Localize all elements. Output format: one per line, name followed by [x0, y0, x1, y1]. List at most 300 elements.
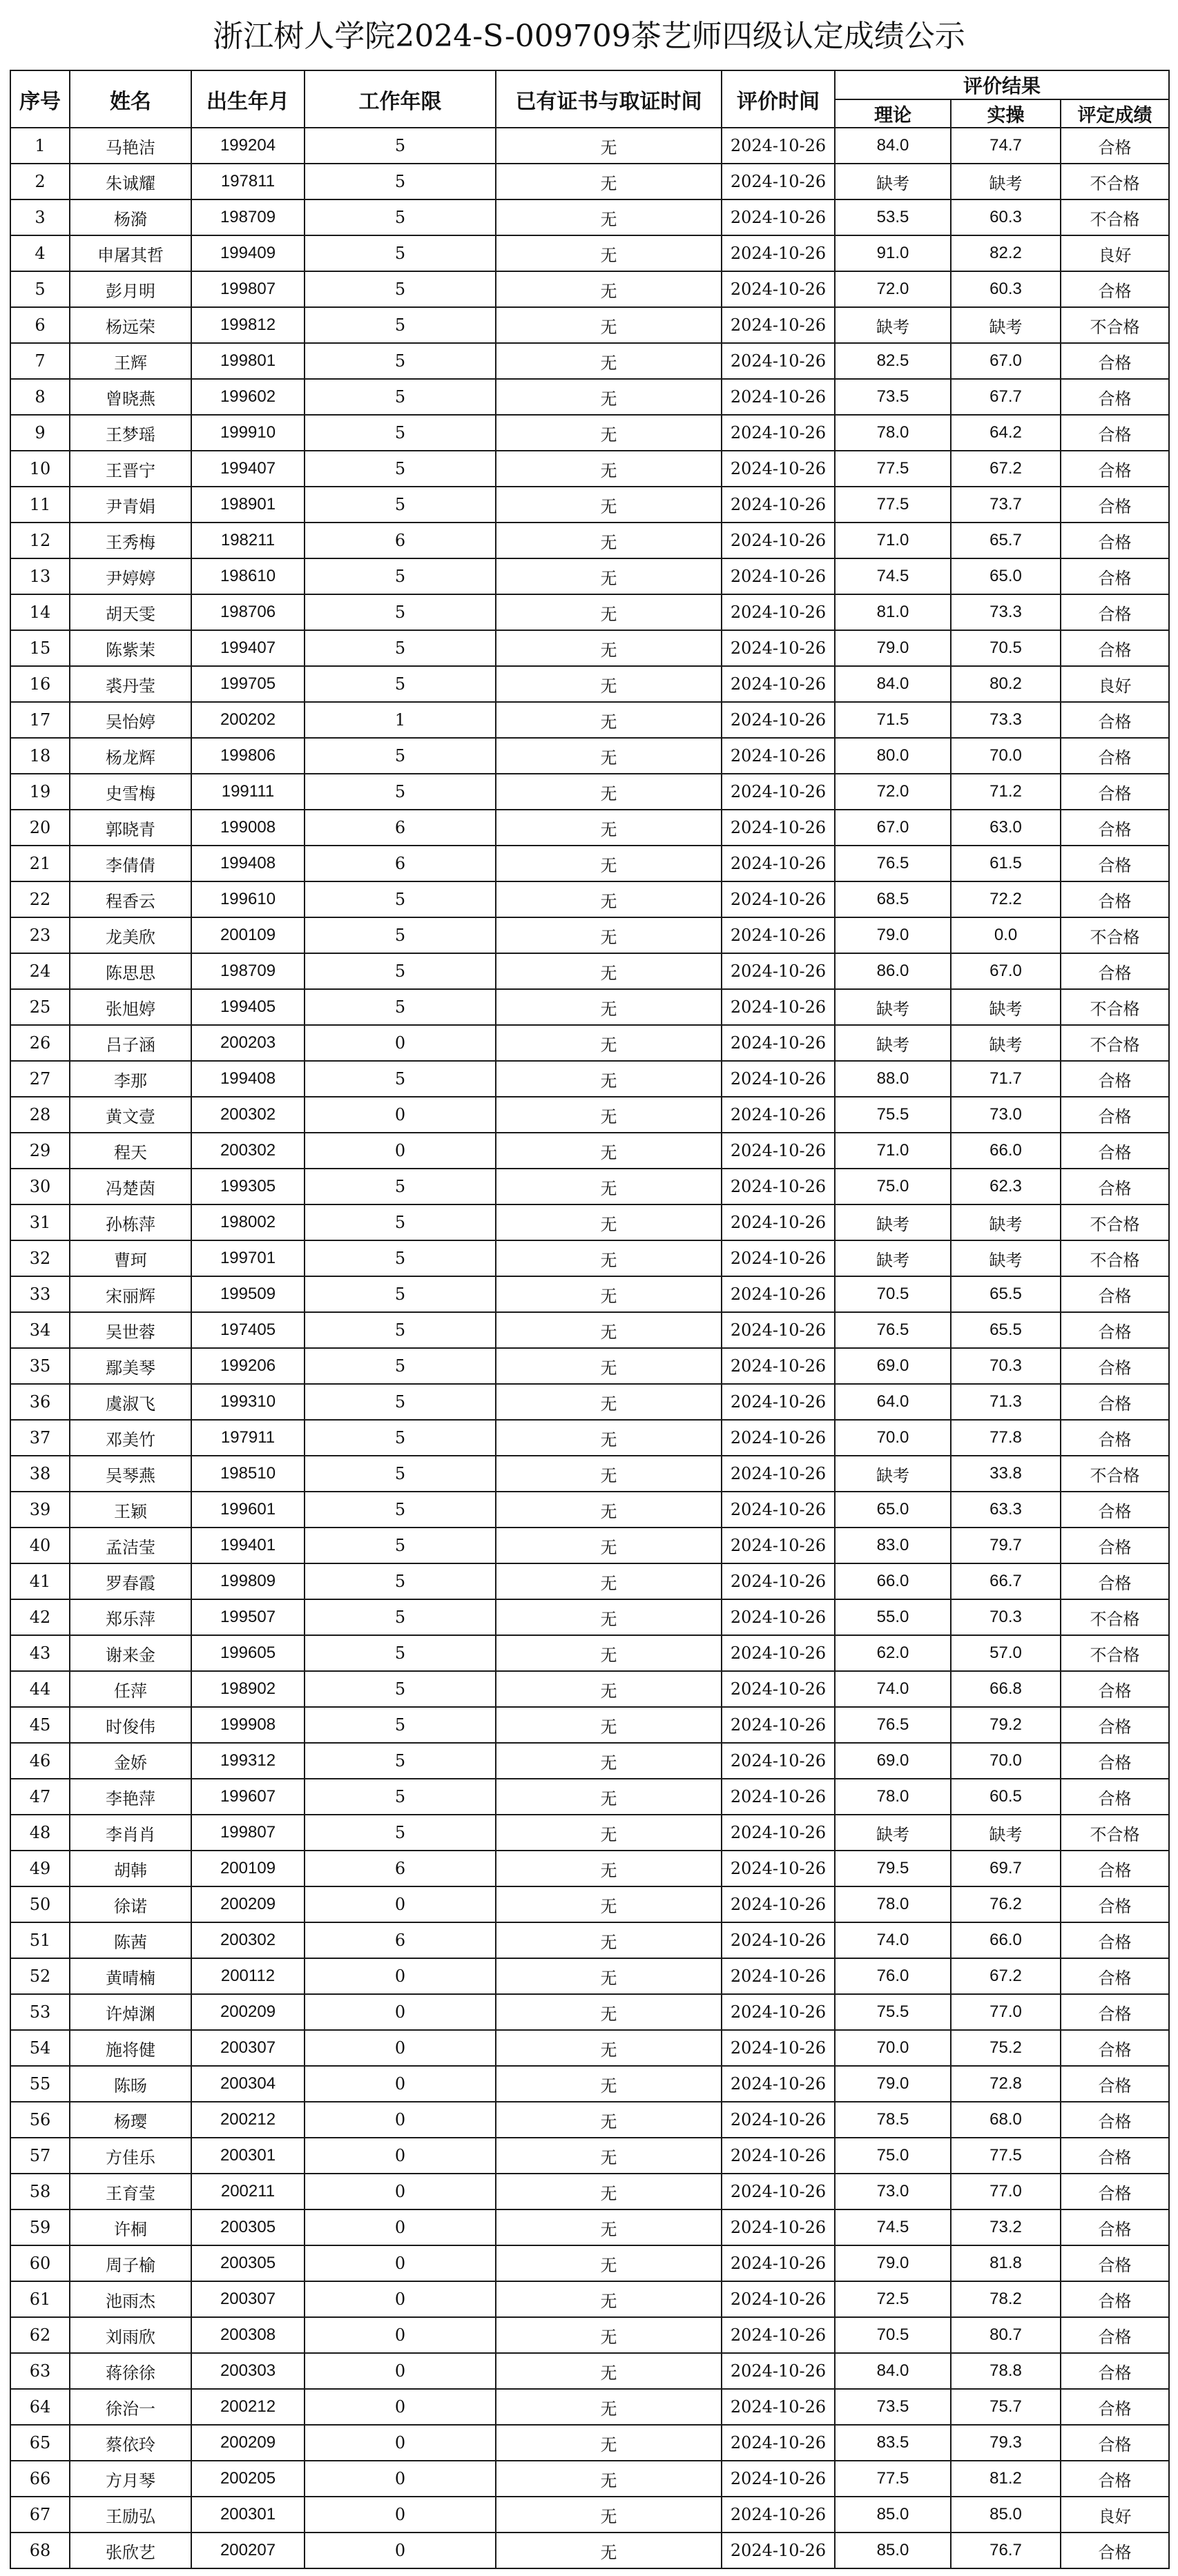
cell-practice: 73.2 [951, 2209, 1061, 2245]
cell-practice: 68.0 [951, 2102, 1061, 2138]
cell-birth: 200308 [191, 2317, 305, 2353]
cell-birth: 200301 [191, 2138, 305, 2174]
cell-index: 64 [10, 2389, 70, 2425]
cell-grade: 合格 [1061, 881, 1169, 917]
cell-grade: 合格 [1061, 1169, 1169, 1204]
cell-practice: 67.0 [951, 953, 1061, 989]
cell-birth: 199701 [191, 1240, 305, 1276]
cell-theory: 68.5 [835, 881, 951, 917]
cell-practice: 75.7 [951, 2389, 1061, 2425]
cell-index: 52 [10, 1958, 70, 1994]
cell-theory: 71.0 [835, 523, 951, 558]
cell-grade: 合格 [1061, 1348, 1169, 1384]
table-row [10, 1851, 1169, 1886]
cell-eval-time: 2024-10-26 [722, 2533, 835, 2568]
cell-birth: 199807 [191, 271, 305, 307]
cell-cert: 无 [496, 1563, 722, 1599]
table-row [10, 1671, 1169, 1707]
cell-years: 0 [305, 2425, 496, 2461]
cell-practice: 73.3 [951, 594, 1061, 630]
cell-index: 48 [10, 1815, 70, 1851]
cell-birth: 200302 [191, 1097, 305, 1133]
cell-years: 5 [305, 343, 496, 379]
cell-cert: 无 [496, 1743, 722, 1779]
cell-practice: 71.7 [951, 1061, 1061, 1097]
cell-eval-time: 2024-10-26 [722, 1348, 835, 1384]
cell-index: 8 [10, 379, 70, 415]
cell-practice: 缺考 [951, 1025, 1061, 1061]
cell-theory: 78.0 [835, 415, 951, 451]
cell-birth: 200109 [191, 917, 305, 953]
cell-birth: 200202 [191, 702, 305, 738]
cell-years: 6 [305, 1851, 496, 1886]
cell-name: 杨龙辉 [70, 738, 191, 774]
cell-years: 5 [305, 774, 496, 810]
cell-cert: 无 [496, 1492, 722, 1528]
cell-theory: 83.0 [835, 1528, 951, 1563]
cell-years: 5 [305, 1276, 496, 1312]
cell-grade: 合格 [1061, 1922, 1169, 1958]
cell-cert: 无 [496, 1994, 722, 2030]
table-row [10, 1420, 1169, 1456]
cell-index: 7 [10, 343, 70, 379]
cell-eval-time: 2024-10-26 [722, 1851, 835, 1886]
cell-name: 王秀梅 [70, 523, 191, 558]
cell-grade: 合格 [1061, 2461, 1169, 2497]
table-row [10, 1815, 1169, 1851]
cell-grade: 不合格 [1061, 1025, 1169, 1061]
cell-name: 李倩倩 [70, 846, 191, 881]
table-row [10, 1348, 1169, 1384]
cell-cert: 无 [496, 1276, 722, 1312]
cell-grade: 不合格 [1061, 1635, 1169, 1671]
cell-eval-time: 2024-10-26 [722, 235, 835, 271]
table-body [10, 128, 1169, 2568]
cell-eval-time: 2024-10-26 [722, 2461, 835, 2497]
table-row [10, 2497, 1169, 2533]
cell-years: 5 [305, 630, 496, 666]
cell-grade: 合格 [1061, 1384, 1169, 1420]
cell-name: 陈紫茉 [70, 630, 191, 666]
cell-theory: 53.5 [835, 199, 951, 235]
cell-name: 吴琴燕 [70, 1456, 191, 1492]
cell-index: 53 [10, 1994, 70, 2030]
cell-index: 23 [10, 917, 70, 953]
cell-name: 施将健 [70, 2030, 191, 2066]
cell-birth: 200209 [191, 1886, 305, 1922]
cell-birth: 200301 [191, 2497, 305, 2533]
cell-eval-time: 2024-10-26 [722, 1240, 835, 1276]
cell-cert: 无 [496, 2245, 722, 2281]
cell-eval-time: 2024-10-26 [722, 164, 835, 199]
cell-birth: 198510 [191, 1456, 305, 1492]
cell-eval-time: 2024-10-26 [722, 2389, 835, 2425]
cell-practice: 67.7 [951, 379, 1061, 415]
cell-grade: 合格 [1061, 1312, 1169, 1348]
cell-theory: 75.0 [835, 1169, 951, 1204]
cell-practice: 缺考 [951, 1204, 1061, 1240]
cell-theory: 77.5 [835, 2461, 951, 2497]
cell-eval-time: 2024-10-26 [722, 523, 835, 558]
cell-grade: 合格 [1061, 1563, 1169, 1599]
cell-years: 5 [305, 1312, 496, 1348]
cell-cert: 无 [496, 1133, 722, 1169]
table-row [10, 343, 1169, 379]
cell-theory: 64.0 [835, 1384, 951, 1420]
table-row [10, 2353, 1169, 2389]
page-title: 浙江树人学院2024-S-009709茶艺师四级认定成绩公示 [213, 19, 965, 54]
cell-practice: 65.5 [951, 1312, 1061, 1348]
table-row [10, 2389, 1169, 2425]
cell-birth: 200302 [191, 1922, 305, 1958]
cell-theory: 78.5 [835, 2102, 951, 2138]
cell-theory: 72.0 [835, 774, 951, 810]
cell-years: 0 [305, 2174, 496, 2209]
cell-eval-time: 2024-10-26 [722, 2281, 835, 2317]
table-row [10, 523, 1169, 558]
cell-theory: 81.0 [835, 594, 951, 630]
table-row [10, 1312, 1169, 1348]
cell-cert: 无 [496, 702, 722, 738]
cell-cert: 无 [496, 1420, 722, 1456]
cell-name: 尹青娟 [70, 487, 191, 523]
cell-index: 27 [10, 1061, 70, 1097]
cell-grade: 合格 [1061, 128, 1169, 164]
cell-index: 20 [10, 810, 70, 846]
cell-index: 46 [10, 1743, 70, 1779]
cell-years: 5 [305, 451, 496, 487]
cell-grade: 合格 [1061, 846, 1169, 881]
header-result-group: 评价结果 [835, 70, 1169, 99]
cell-cert: 无 [496, 307, 722, 343]
cell-index: 21 [10, 846, 70, 881]
cell-eval-time: 2024-10-26 [722, 702, 835, 738]
cell-eval-time: 2024-10-26 [722, 2317, 835, 2353]
cell-practice: 71.2 [951, 774, 1061, 810]
cell-grade: 合格 [1061, 343, 1169, 379]
cell-grade: 合格 [1061, 415, 1169, 451]
cell-name: 许桐 [70, 2209, 191, 2245]
cell-cert: 无 [496, 1599, 722, 1635]
cell-index: 18 [10, 738, 70, 774]
cell-practice: 75.2 [951, 2030, 1061, 2066]
cell-practice: 65.7 [951, 523, 1061, 558]
cell-grade: 不合格 [1061, 1815, 1169, 1851]
cell-theory: 缺考 [835, 164, 951, 199]
table-row [10, 307, 1169, 343]
table-row [10, 2317, 1169, 2353]
cell-grade: 合格 [1061, 558, 1169, 594]
cell-practice: 71.3 [951, 1384, 1061, 1420]
cell-index: 61 [10, 2281, 70, 2317]
header-eval-time: 评价时间 [722, 70, 835, 128]
cell-birth: 197811 [191, 164, 305, 199]
cell-eval-time: 2024-10-26 [722, 1599, 835, 1635]
cell-name: 史雪梅 [70, 774, 191, 810]
cell-birth: 199407 [191, 451, 305, 487]
cell-practice: 78.2 [951, 2281, 1061, 2317]
cell-practice: 77.0 [951, 1994, 1061, 2030]
cell-years: 0 [305, 2245, 496, 2281]
cell-theory: 79.0 [835, 2066, 951, 2102]
cell-name: 杨远荣 [70, 307, 191, 343]
table-row [10, 1635, 1169, 1671]
cell-grade: 不合格 [1061, 1456, 1169, 1492]
cell-practice: 缺考 [951, 307, 1061, 343]
cell-years: 5 [305, 1815, 496, 1851]
cell-birth: 199312 [191, 1743, 305, 1779]
cell-index: 63 [10, 2353, 70, 2389]
header-name: 姓名 [70, 70, 191, 128]
cell-index: 33 [10, 1276, 70, 1312]
cell-theory: 76.5 [835, 846, 951, 881]
cell-grade: 合格 [1061, 702, 1169, 738]
cell-years: 5 [305, 1563, 496, 1599]
cell-birth: 199408 [191, 846, 305, 881]
cell-name: 王励弘 [70, 2497, 191, 2533]
table-row [10, 1886, 1169, 1922]
cell-name: 龙美欣 [70, 917, 191, 953]
cell-index: 36 [10, 1384, 70, 1420]
cell-eval-time: 2024-10-26 [722, 2425, 835, 2461]
cell-years: 0 [305, 2030, 496, 2066]
cell-cert: 无 [496, 1958, 722, 1994]
cell-name: 王颖 [70, 1492, 191, 1528]
cell-eval-time: 2024-10-26 [722, 953, 835, 989]
cell-name: 郑乐萍 [70, 1599, 191, 1635]
cell-cert: 无 [496, 2533, 722, 2568]
cell-cert: 无 [496, 487, 722, 523]
cell-grade: 合格 [1061, 2425, 1169, 2461]
cell-eval-time: 2024-10-26 [722, 1420, 835, 1456]
cell-grade: 不合格 [1061, 1204, 1169, 1240]
cell-cert: 无 [496, 1886, 722, 1922]
cell-birth: 198002 [191, 1204, 305, 1240]
table-row [10, 2030, 1169, 2066]
cell-eval-time: 2024-10-26 [722, 2066, 835, 2102]
cell-years: 5 [305, 164, 496, 199]
cell-birth: 199607 [191, 1779, 305, 1815]
cell-cert: 无 [496, 379, 722, 415]
table-row [10, 1528, 1169, 1563]
cell-eval-time: 2024-10-26 [722, 1528, 835, 1563]
cell-name: 孙栋萍 [70, 1204, 191, 1240]
cell-practice: 69.7 [951, 1851, 1061, 1886]
cell-birth: 198706 [191, 594, 305, 630]
cell-eval-time: 2024-10-26 [722, 1456, 835, 1492]
cell-index: 37 [10, 1420, 70, 1456]
cell-grade: 合格 [1061, 2138, 1169, 2174]
cell-practice: 85.0 [951, 2497, 1061, 2533]
cell-name: 周子榆 [70, 2245, 191, 2281]
cell-name: 李那 [70, 1061, 191, 1097]
table-row [10, 2425, 1169, 2461]
cell-index: 16 [10, 666, 70, 702]
table-row [10, 2138, 1169, 2174]
cell-birth: 199605 [191, 1635, 305, 1671]
cell-birth: 200305 [191, 2245, 305, 2281]
cell-name: 徐诺 [70, 1886, 191, 1922]
cell-grade: 合格 [1061, 1528, 1169, 1563]
cell-index: 29 [10, 1133, 70, 1169]
cell-years: 5 [305, 128, 496, 164]
cell-years: 0 [305, 1025, 496, 1061]
table-row [10, 271, 1169, 307]
cell-cert: 无 [496, 2102, 722, 2138]
cell-birth: 199310 [191, 1384, 305, 1420]
cell-years: 5 [305, 235, 496, 271]
header-practice: 实操 [951, 99, 1061, 128]
cell-practice: 72.8 [951, 2066, 1061, 2102]
cell-years: 5 [305, 594, 496, 630]
cell-theory: 72.0 [835, 271, 951, 307]
cell-grade: 合格 [1061, 2389, 1169, 2425]
cell-practice: 33.8 [951, 1456, 1061, 1492]
cell-birth: 199806 [191, 738, 305, 774]
cell-eval-time: 2024-10-26 [722, 1492, 835, 1528]
cell-cert: 无 [496, 2209, 722, 2245]
cell-index: 32 [10, 1240, 70, 1276]
cell-birth: 200212 [191, 2102, 305, 2138]
cell-eval-time: 2024-10-26 [722, 271, 835, 307]
cell-index: 34 [10, 1312, 70, 1348]
cell-birth: 200112 [191, 1958, 305, 1994]
cell-practice: 62.3 [951, 1169, 1061, 1204]
cell-theory: 70.0 [835, 1420, 951, 1456]
cell-grade: 合格 [1061, 2317, 1169, 2353]
cell-practice: 73.7 [951, 487, 1061, 523]
cell-name: 任萍 [70, 1671, 191, 1707]
cell-index: 5 [10, 271, 70, 307]
cell-practice: 77.0 [951, 2174, 1061, 2209]
cell-cert: 无 [496, 1240, 722, 1276]
cell-practice: 61.5 [951, 846, 1061, 881]
cell-name: 程香云 [70, 881, 191, 917]
cell-theory: 71.0 [835, 1133, 951, 1169]
cell-practice: 63.0 [951, 810, 1061, 846]
cell-theory: 84.0 [835, 666, 951, 702]
cell-practice: 74.7 [951, 128, 1061, 164]
table-row [10, 1563, 1169, 1599]
cell-grade: 合格 [1061, 2353, 1169, 2389]
cell-name: 曹珂 [70, 1240, 191, 1276]
cell-years: 5 [305, 1204, 496, 1240]
cell-theory: 79.0 [835, 917, 951, 953]
cell-theory: 84.0 [835, 2353, 951, 2389]
cell-birth: 199407 [191, 630, 305, 666]
cell-cert: 无 [496, 1384, 722, 1420]
table-row [10, 199, 1169, 235]
cell-grade: 不合格 [1061, 917, 1169, 953]
cell-years: 0 [305, 2461, 496, 2497]
cell-years: 5 [305, 1599, 496, 1635]
cell-theory: 83.5 [835, 2425, 951, 2461]
cell-grade: 不合格 [1061, 989, 1169, 1025]
header-years: 工作年限 [305, 70, 496, 128]
table-row [10, 1133, 1169, 1169]
cell-birth: 198211 [191, 523, 305, 558]
cell-years: 5 [305, 1061, 496, 1097]
cell-birth: 199408 [191, 1061, 305, 1097]
table-row [10, 810, 1169, 846]
cell-grade: 不合格 [1061, 307, 1169, 343]
cell-years: 5 [305, 379, 496, 415]
cell-grade: 合格 [1061, 271, 1169, 307]
cell-theory: 74.5 [835, 2209, 951, 2245]
cell-index: 6 [10, 307, 70, 343]
cell-practice: 66.0 [951, 1133, 1061, 1169]
table-row [10, 2245, 1169, 2281]
cell-birth: 200209 [191, 1994, 305, 2030]
cell-eval-time: 2024-10-26 [722, 2209, 835, 2245]
cell-theory: 73.0 [835, 2174, 951, 2209]
cell-years: 1 [305, 702, 496, 738]
cell-grade: 合格 [1061, 2174, 1169, 2209]
cell-theory: 91.0 [835, 235, 951, 271]
cell-index: 66 [10, 2461, 70, 2497]
cell-theory: 73.5 [835, 379, 951, 415]
cell-index: 31 [10, 1204, 70, 1240]
cell-years: 5 [305, 199, 496, 235]
cell-theory: 55.0 [835, 1599, 951, 1635]
cell-eval-time: 2024-10-26 [722, 1133, 835, 1169]
table-row [10, 846, 1169, 881]
cell-index: 41 [10, 1563, 70, 1599]
cell-eval-time: 2024-10-26 [722, 1276, 835, 1312]
cell-theory: 77.5 [835, 451, 951, 487]
cell-cert: 无 [496, 1635, 722, 1671]
cell-eval-time: 2024-10-26 [722, 810, 835, 846]
cell-years: 5 [305, 1169, 496, 1204]
cell-theory: 75.5 [835, 1097, 951, 1133]
cell-eval-time: 2024-10-26 [722, 1707, 835, 1743]
cell-years: 5 [305, 558, 496, 594]
cell-practice: 66.7 [951, 1563, 1061, 1599]
cell-years: 5 [305, 1743, 496, 1779]
cell-birth: 199610 [191, 881, 305, 917]
cell-eval-time: 2024-10-26 [722, 451, 835, 487]
cell-years: 6 [305, 523, 496, 558]
cell-theory: 缺考 [835, 989, 951, 1025]
cell-birth: 199204 [191, 128, 305, 164]
table-row [10, 1779, 1169, 1815]
cell-birth: 199809 [191, 1563, 305, 1599]
cell-grade: 合格 [1061, 1420, 1169, 1456]
cell-cert: 无 [496, 523, 722, 558]
cell-cert: 无 [496, 128, 722, 164]
cell-years: 6 [305, 810, 496, 846]
cell-name: 金娇 [70, 1743, 191, 1779]
cell-practice: 70.5 [951, 630, 1061, 666]
cell-cert: 无 [496, 2066, 722, 2102]
cell-grade: 合格 [1061, 2209, 1169, 2245]
header-cert: 已有证书与取证时间 [496, 70, 722, 128]
cell-cert: 无 [496, 1312, 722, 1348]
cell-eval-time: 2024-10-26 [722, 128, 835, 164]
cell-index: 25 [10, 989, 70, 1025]
table-row [10, 738, 1169, 774]
cell-name: 吴怡婷 [70, 702, 191, 738]
table-row [10, 2461, 1169, 2497]
cell-years: 5 [305, 1671, 496, 1707]
cell-index: 22 [10, 881, 70, 917]
cell-practice: 66.8 [951, 1671, 1061, 1707]
cell-birth: 200209 [191, 2425, 305, 2461]
cell-theory: 82.5 [835, 343, 951, 379]
cell-eval-time: 2024-10-26 [722, 1886, 835, 1922]
cell-cert: 无 [496, 2497, 722, 2533]
cell-birth: 200307 [191, 2281, 305, 2317]
